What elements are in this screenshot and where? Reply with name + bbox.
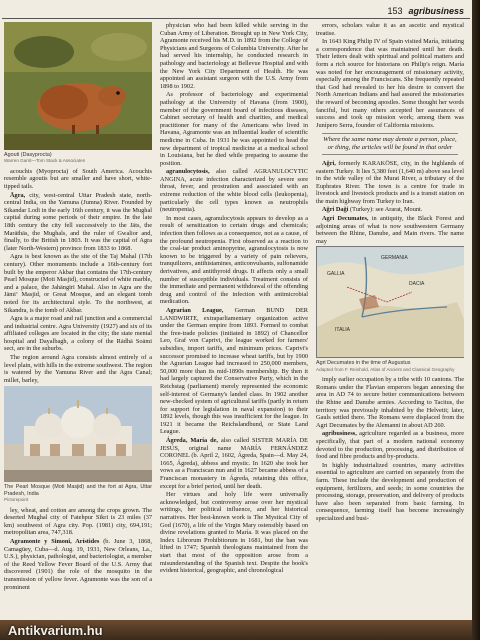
- text-block: The region around Agra consists almost entirely of a level plain, with hills in the extreme southwest. The region is watered by the Yamuna River and the Agra Canal; millet, barley,: [4, 354, 152, 384]
- text-block: imply earlier occupation by a tribe with 10 cantons. The Romans under the Flavian emperors began annexing the area in AD 74 to secure better communications between the Rhine and Danube armies. According to Tacitus, the territory was previously inhabited by the Helvetii; later, Gauls settled there. The Romans were displaced from the Agri Decumates by the Alemanni in about AD 260.: [316, 376, 464, 429]
- text-block: acouchis (Myoprocta) of South America. Acouchis resemble agoutis but are smaller and have short, white-tipped tails.: [4, 167, 152, 190]
- entry-agranulocytosis: agranulocytosis, also called AGRANULOCYTIC ANGINA, acute infection characterized by severe sore throat, fever, and prostration and associated with an extreme reduction of the white blood cells (leukopenia), particularly the cell types known as neutrophils (neutropenia).: [160, 168, 308, 214]
- pearl-mosque-photo: [4, 386, 152, 482]
- entry-agreda: Ágreda, María de, also called SISTER MARÍA DE JESÚS, original name MARÍA FERNÁNDEZ CORONEL (b. April 2, 1602, Ágreda, Spain—d. May 24, 1665, Ágreda), abbess and mystic. In 1620 she took her vows as a Franciscan nun and in 1627 became abbess of a Franciscan monastery in Ágreda, retaining this office, except for a brief period, until her death.: [160, 437, 308, 490]
- book-spine-edge: [472, 0, 480, 640]
- map-graphic: [317, 247, 464, 357]
- watermark-text: Antikvarium.hu: [8, 623, 103, 638]
- agouti-image: [4, 22, 152, 150]
- pearl-mosque-image: [4, 386, 152, 482]
- entry-agramonte: Agramonte y Simoni, Arístides (b. June 3, 1868, Camagüey, Cuba—d. Aug. 19, 1931, New Orleans, La., U.S.), physician, pathologist, and bacteriologist, a member of the Reed Yellow Fever Board of the U.S. Army that discovered (1901) the role of the mosquito in the transmission of yellow fever. Agramonte was the son of a prominent: [4, 538, 152, 591]
- guide-word: agribusiness: [408, 6, 464, 16]
- column-3: [316, 22, 464, 622]
- agouti-photo: [4, 22, 152, 150]
- page-number: 153: [387, 6, 403, 16]
- text-block: Agra is a major road and rail junction and a commercial and industrial centre. Agra University (1927) and six of its affiliated colleges are located in the city; the state mental hospital and Dayalbagh, a colony of the Rādhā Soāmi sect, are in the suburbs.: [4, 315, 152, 353]
- text-block: Her virtues and holy life were universally acknowledged, but controversy arose over her mystical writings, her political influence, and her historical narratives. Her best-known work is The Mystical City of God (1670), a life of the Virgin Mary ostensibly based on divine revelations granted to María. It was placed on the Index Librorum Prohibitorum in 1681, but the ban was lifted in 1747; Spanish theologians maintained from the start that most of the opposition arose from a misunderstanding of the Spanish text. Despite the book's evident historical, geographic, and chronological: [160, 491, 308, 575]
- text-block: In most cases, agranulocytosis appears to develop as a result of sensitization to certain drugs and chemicals; infection then follows as a consequence, not as a cause, of the profound neutropenia. First observed as a reaction to the coal-tar product aminopyrine, agranulocytosis is now known to be triggered by a variety of pain relievers, tranquilizers, antihistamines, anticonvulsants, sulfonamide derivatives, and antithyroid drugs. It affects only a small number of susceptible individuals. Treatment consists of the immediate and permanent withdrawal of the offending drug and control of the infection with antimicrobial medication.: [160, 214, 308, 306]
- editorial-note: Where the same name may denote a person, place, or thing, the articles will be found in that order: [322, 133, 458, 155]
- map-label-dacia: DACIA: [409, 281, 425, 288]
- header-rule: [2, 18, 470, 19]
- map-label-gallia: GALLIA: [327, 271, 345, 278]
- column-2: [160, 22, 308, 622]
- entry-agri-decumates: Agri Decumates, in antiquity, the Black Forest and adjoining areas of what is now southwestern Germany between the Rhine, Danube, and Main rivers. The name may: [316, 215, 464, 245]
- text-block: errors, scholars value it as an ascetic and mystical treatise.: [316, 22, 464, 37]
- decumates-map: [316, 246, 464, 358]
- agouti-caption: Agouti (Dasyprocta) Warren Garst—Tom Stack & Associates: [4, 152, 86, 164]
- text-block: As professor of bacteriology and experimental pathology at the University of Havana (from 1900), member of the government board of infectious diseases, Cabinet secretary of health and charities, and medical practitioner for many of the Americans who lived in Havana, Agramonte was an influential leader of scientific medicine in Cuba. In 1931 he was appointed to head the new department of tropical medicine at a medical school in Louisiana, but he died while preparing to assume the position.: [160, 91, 308, 167]
- text-block: In 1643 King Philip IV of Spain visited María, initiating a correspondence that was maintained until her death. Their letters dealt with spiritual and political matters and form a rich source for historians on Philip's reign. María was noted for her encouragement of missionary activity, especially among the Franciscans. She frequently repeated that God had revealed to her his desire to convert the North American Indians and had assured the missionaries the reward of becoming apostles. Some thought her words fanciful, but many others accepted her assurances of success and took up mission work; among them was Junípero Serra, founder of California missions.: [316, 38, 464, 129]
- column-1: [4, 22, 152, 622]
- entry-agri-dagi: Ağri Daği (Turkey): see Ararat, Mount.: [322, 206, 423, 214]
- text-block: ley, wheat, and cotton are among the crops grown. The deserted Mughal city of Fatehpur Sīkri is 23 miles (37 km) southwest of Agra city. Pop. (1981) city, 694,191; metropolitan area, 747,318.: [4, 506, 152, 537]
- map-label-germania: GERMANIA: [381, 255, 408, 262]
- entry-agrarian-league: Agrarian League, German BUND DER LANDWIRTE, extraparliamentary organization active under the German empire from 1893. Formed to combat the free-trade policies (initiated in 1892) of Chancellor Leo, Graf von Caprivi, the league worked for farmers' subsidies, import tariffs, and minimum prices. Caprivi's successor promised to increase wheat tariffs, but by 1900 the Agrarian League had increased to 250,000 members, 50,000 more than its mid-1890s membership. By then it had largely captured the Conservative Party, which in the Reichstag (parliament) merely represented the economic self-interest of Germany's landed class. In 1902 another new-checked system of agricultural tariffs (partly in return for support for legislation in naval expansion) to their 1892 levels, though this was insufficient for the league. In 1921 it became the Reichslandbund, or State Land League.: [160, 306, 308, 436]
- mosque-caption: The Pearl Mosque (Moti Masjid) and the fort at Agra, Uttar Pradesh, India Pictorepoint: [4, 484, 152, 503]
- map-label-italia: ITALIA: [335, 327, 350, 334]
- running-header: [387, 4, 464, 18]
- text-block: In highly industrialized countries, many activities essential to agriculture are carried on separately from the farm. These include the development and production of equipment, fertilizers, and seeds; in some countries the processing, storage, preservation, and delivery of products have also been separated from basic farming. In consequence, farming itself has become increasingly specialized and busi-: [316, 461, 464, 522]
- entry-agra: Āgra, city, west-central Uttar Pradesh state, north-central India, on the Yamuna (Jumna) River. Founded by Sikandar Lodī in the early 16th century, it was the Mughal capital during some periods of their empire. In the late 18th century the city fell successively to the Jāts, the Marāthās, the Mughals, and the ruler of Gwalior and, finally, to the British in 1803. It was the capital of Agra (later North-Western) province from 1833 to 1868.: [4, 191, 152, 252]
- map-caption: Agri Decumates in the time of Augustus Adapted from F. Reinhold, Atlas of Ancient and Classical Geography: [316, 360, 455, 372]
- entry-agribusiness: agribusiness, agriculture regarded as a business, more specifically, that part of a modern national economy devoted to the production, processing, and distribution of food and fibre products and by-products.: [316, 430, 464, 461]
- text-block: Agra is best known as the site of the Taj Mahal (17th century). Other monuments include a 16th-century fort built by the emperor Akbar that contains the 17th-century Pearl Mosque (Moti Masjid), constructed of white marble, and a palace, the Jahāngīrī Mahal. Also in Agra are the Jāmi‘ Masjid, or Great Mosque, and an elegant tomb noted for its architectural style. To the northwest, at Sikandra, is the tomb of Akbar.: [4, 253, 152, 314]
- watermark-bar: [0, 620, 472, 640]
- text-block: physician who had been killed while serving in the Cuban Army of Liberation. Brought up in New York City, Agramonte received his M.D. in 1892 from the College of Physicians and Surgeons of Columbia University. After he had served his internship, he conducted research in pathology and bacteriology at Bellevue Hospital and with the New York City Department of Health. He was appointed an assistant surgeon with the U.S. Army from 1898 to 1902.: [160, 22, 308, 90]
- entry-agri: Ağri, formerly KARAKÖSE, city, in the highlands of eastern Turkey. It lies 5,380 feet (1,640 m) above sea level in the wide valley of the Murat River, a tributary of the Euphrates River. The town is a centre for trade in livestock and livestock products and is a transit station on the main highway from Turkey to Iran.: [316, 159, 464, 205]
